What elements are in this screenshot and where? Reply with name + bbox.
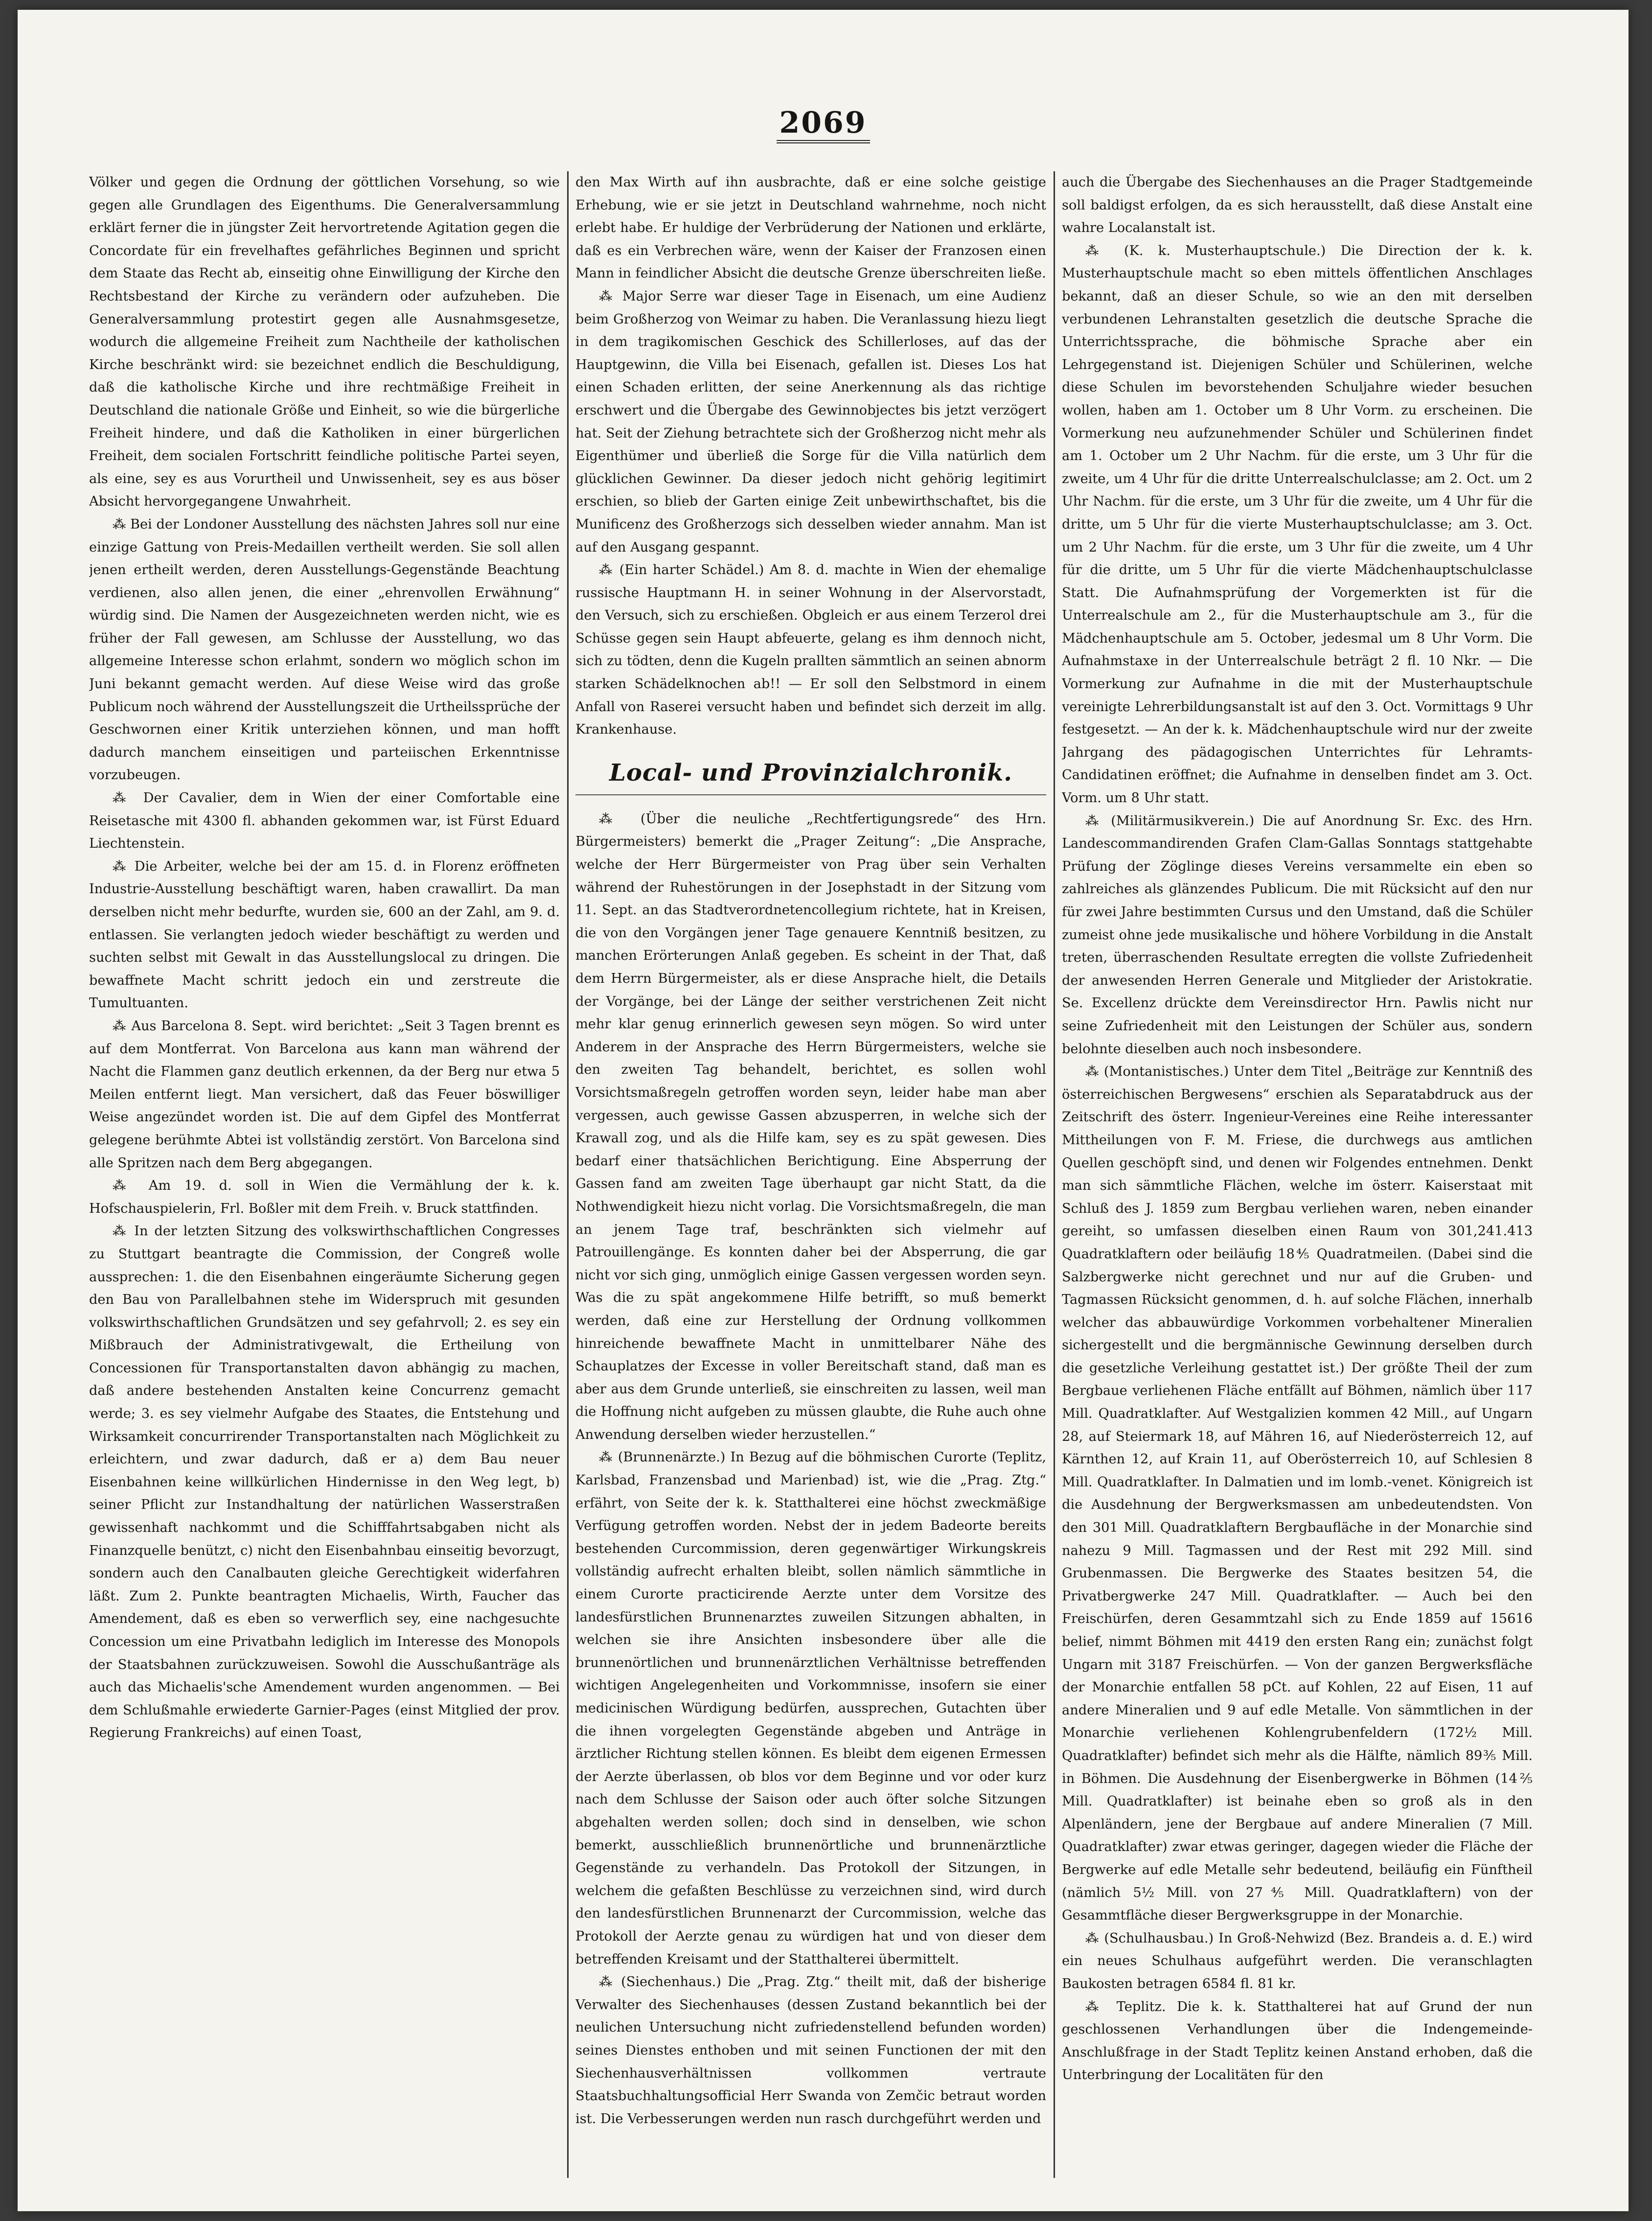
article-paragraph: ⁂ Teplitz. Die k. k. Statthalterei hat auf Grund der nun geschlossenen Verhandlungen über die Indengemeinde-Anschlußfrage in der Stadt Teplitz keinen Anstand erhoben, daß die Unterbringung der Localitäten für den (1062, 1999, 1533, 2083)
column-divider-right (1054, 171, 1055, 2178)
column-left (89, 171, 560, 2188)
page-number: 2069 (18, 106, 1629, 140)
article-paragraph: ⁂ Der Cavalier, dem in Wien der einer Comfortable eine Reisetasche mit 4300 fl. abhanden gekommen war, ist Fürst Eduard Liechtenstein. (89, 790, 560, 852)
article-paragraph: ⁂ In der letzten Sitzung des volkswirthschaftlichen Congresses zu Stuttgart beantragte die Commission, der Congreß wolle aussprechen: 1. die den Eisenbahnen eingeräumte Sicherung gegen den Bau von Parallelbahnen stehe im Widerspruch mit gesunden volkswirthschaftlichen Grundsätzen und sey gefahrvoll; 2. es sey ein Mißbrauch der Administrativgewalt, die Ertheilung von Concessionen für Transportanstalten davon abhängig zu machen, daß andere bestehenden Anstalten keine Concurrenz gemacht werde; 3. es sey vielmehr Aufgabe des Staates, die Entstehung und Wirksamkeit concurrirender Transportanstalten nach Möglichkeit zu erleichtern, und zwar dadurch, daß er a) dem Bau neuer Eisenbahnen keine willkürlichen Hindernisse in den Weg legt, b) seiner Pflicht zur Instandhaltung der natürlichen Wasserstraßen gewissenhaft nachkommt und die Schifffahrtsabgaben nicht als Finanzquelle benützt, c) nicht den Eisenbahnbau einseitig bevorzugt, sondern auch den Canalbauten gleiche Gerechtigkeit widerfahren läßt. Zum 2. Punkte beantragten Michaelis, Wirth, Faucher das Amendement, daß es eben so verwerflich sey, eine nachgesuchte Concession um eine Privatbahn lediglich im Interesse des Monopols der Staatsbahnen zurückzuweisen. Sowohl die Ausschußanträge als auch das Michaelis'sche Amendement wurden angenommen. — Bei dem Schlußmahle erwiederte Garnier-Pages (einst Mitglied der prov. Regierung Frankreichs) auf einen Toast, (89, 1224, 560, 1741)
newspaper-page (18, 10, 1629, 2211)
article-paragraph: ⁂ (Siechenhaus.) Die „Prag. Ztg.“ theilt mit, daß der bisherige Verwalter des Siechenhauses (dessen Zustand bekanntlich bei der neulichen Untersuchung nicht zufriedenstellend befunden worden) seines Dienstes enthoben und mit seinen Functionen der mit den Siechenhausverhältnissen vollkommen vertraute Staatsbuchhaltungsofficial Herr Swanda von Zemčic betraut worden ist. Die Verbesserungen werden nun rasch durchgeführt werden und (575, 1974, 1046, 2127)
article-paragraph: ⁂ (Über die neuliche „Rechtfertigungsrede“ des Hrn. Bürgermeisters) bemerkt die „Prager Zeitung“: „Die Ansprache, welche der Herr Bürgermeister von Prag über sein Verhalten während der Ruhestörungen in der Josephstadt in der Sitzung vom 11. Sept. an das Stadtverordnetencollegium richtete, hat in Kreisen, die von den Vorgängen jener Tage genauere Kenntniß besitzen, zu manchen Erörterungen Anlaß gegeben. Es scheint in der That, daß dem Herrn Bürgermeister, als er diese Ansprache hielt, die Details der Vorgänge, bei der Länge der seither verstrichenen Zeit nicht mehr klar genug erinnerlich gewesen seyn mögen. So wird unter Anderem in der Ansprache des Herrn Bürgermeisters, welche sie den zweiten Tag behandelt, berichtet, es sollen wohl Vorsichtsmaßregeln getroffen worden seyn, leider habe man aber vergessen, auch gewisse Gassen abzusperren, in welche sich der Krawall zog, und als die Hilfe kam, sey es zu spät gewesen. Dies bedarf einer thatsächlichen Berichtigung. Eine Absperrung der Gassen fand am zweiten Tage überhaupt gar nicht Statt, da die Nothwendigkeit hiezu nicht vorlag. Die Vorsichtsmaßregeln, die man an jenem Tage traf, beschränkten sich vielmehr auf Patrouillengänge. Es konnten daher bei der Absperrung, die gar nicht vor sich ging, unmöglich einige Gassen vergessen worden seyn. Was die zu spät angekommene Hilfe betrifft, so muß bemerkt werden, daß eine zur Herstellung der Ordnung vollkommen hinreichende bewaffnete Macht in unmittelbarer Nähe des Schauplatzes der Excesse in voller Bereitschaft stand, daß man es aber aus dem Grunde unterließ, sie einschreiten zu lassen, weil man die Hoffnung nicht aufgeben zu müssen glaubte, die Ruhe auch ohne Anwendung derselben wieder herzustellen.“ (575, 811, 1046, 1442)
column-divider-left (567, 171, 569, 2178)
article-paragraph: ⁂ Major Serre war dieser Tage in Eisenach, um eine Audienz beim Großherzog von Weimar zu haben. Die Veranlassung hiezu liegt in dem tragikomischen Geschick des Schillerloses, auf das der Hauptgewinn, die Villa bei Eisenach, gefallen ist. Dieses Los hat einen Schaden erlitten, der seine Anerkennung als das richtige erschwert und die Übergabe des Gewinnobjectes bis jetzt verzögert hat. Seit der Ziehung betrachtete sich der Großherzog nicht mehr als Eigenthümer und überließ die Sorge für die Villa natürlich dem glücklichen Gewinner. Da dieser jedoch nicht gehörig legitimirt erschien, so blieb der Garten einige Zeit unbewirthschaftet, bis die Munificenz des Großherzogs sich desselben wieder annahm. Man ist auf den Ausgang gespannt. (575, 288, 1046, 555)
article-paragraph: ⁂ Die Arbeiter, welche bei der am 15. d. in Florenz eröffneten Industrie-Ausstellung beschäftigt waren, haben crawallirt. Da man derselben nicht mehr bedurfte, wurden sie, 600 an der Zahl, am 9. d. entlassen. Sie verlangten jedoch wieder beschäftigt zu werden und suchten selbst mit Gewalt in das Ausstellungslocal zu dringen. Die bewaffnete Macht schritt jedoch ein und zerstreute die Tumultuanten. (89, 858, 560, 1011)
article-paragraph: ⁂ (Brunnenärzte.) In Bezug auf die böhmischen Curorte (Teplitz, Karlsbad, Franzensbad und Marienbad) ist, wie die „Prag. Ztg.“ erfährt, von Seite der k. k. Statthalterei eine höchst zweckmäßige Verfügung getroffen worden. Nebst der in jedem Badeorte bereits bestehenden Curcommission, deren gegenwärtiger Wirkungskreis vollständig aufrecht erhalten bleibt, sollen nämlich sämmtliche in einem Curorte practicirende Aerzte unter dem Vorsitze des landesfürstlichen Brunnenarztes zuweilen Sitzungen abhalten, in welchen sie ihre Ansichten insbesondere über alle die brunnenörtlichen und brunnenärztlichen Verhältnisse betreffenden wichtigen Angelegenheiten und Vorkommnisse, insofern sie einer medicinischen Würdigung bedürfen, aussprechen, Gutachten über die ihnen vorgelegten Gegenstände abgeben und Anträge in ärztlicher Richtung stellen können. Es bleibt dem eigenen Ermessen der Aerzte überlassen, ob blos vor dem Beginne und vor oder kurz nach dem Schlusse der Saison oder auch öfter solche Sitzungen abgehalten werden sollen; doch sind in denselben, wie schon bemerkt, ausschließlich brunnenörtliche und brunnenärztliche Gegenstände zu verhandeln. Das Protokoll der Sitzungen, in welchem die gefaßten Beschlüsse zu verzeichnen sind, wird durch den landesfürstlichen Brunnenarzt der Curcommission, welche das Protokoll der Aerzte genau zu würdigen hat und von dieser dem betreffenden Kreisamt und der Statthalterei übermittelt. (575, 1450, 1046, 1967)
column-middle (575, 171, 1046, 2188)
article-paragraph: ⁂ (Montanistisches.) Unter dem Titel „Beiträge zur Kenntniß des österreichischen Bergwesens“ erschien als Separatabdruck aus der Zeitschrift des österr. Ingenieur-Vereines eine Reihe interessanter Mittheilungen von F. M. Friese, die durchwegs aus amtlichen Quellen geschöpft sind, und denen wir Folgendes entnehmen. Denkt man sich sämmtliche Flächen, welche im österr. Kaiserstaat mit Schluß des J. 1859 zum Bergbau verliehen waren, neben einander gereiht, so umfassen dieselben einen Raum von 301,241.413 Quadratklaftern oder beiläufig 18⅘ Quadratmeilen. (Dabei sind die Salzbergwerke nicht gerechnet und nur auf die Gruben- und Tagmassen Rücksicht genommen, d. h. auf solche Flächen, innerhalb welcher das abbauwürdige Vorkommen vorbehaltener Mineralien sichergestellt und die bergmännische Gewinnung derselben durch die gesetzliche Verleihung gestattet ist.) Der größte Theil der zum Bergbaue verliehenen Fläche entfällt auf Böhmen, nämlich über 117 Mill. Quadratklafter. Auf Westgalizien kommen 42 Mill., auf Ungarn 28, auf Steiermark 18, auf Mähren 16, auf Niederösterreich 12, auf Kärnthen 12, auf Krain 11, auf Oberösterreich 10, auf Schlesien 8 Mill. Quadratklafter. In Dalmatien und im lomb.-venet. Königreich ist die Ausdehnung der Bergwerksmassen am unbedeutendsten. Von den 301 Mill. Quadratklaftern Bergbaufläche in der Monarchie sind nahezu 9 Mill. Tagmassen und der Rest mit 292 Mill. sind Grubenmassen. Die Bergwerke des Staates besitzen 54, die Privatbergwerke 247 Mill. Quadratklafter. — Auch bei den Freischürfen, deren Gesammtzahl sich zu Ende 1859 auf 15616 belief, nimmt Böhmen mit 4419 den ersten Rang ein; zunächst folgt Ungarn mit 3187 Freischürfen. — Von der ganzen Bergwerksfläche der Monarchie entfallen 58 pCt. auf Kohlen, 22 auf Eisen, 11 auf andere Mineralien und 9 auf edle Metalle. Von sämmtlichen in der Monarchie verliehenen Kohlengrubenfeldern (172½ Mill. Quadratklafter) befindet sich mehr als die Hälfte, nämlich 89⅗ Mill. in Böhmen. Die Ausdehnung der Eisenbergwerke in Böhmen (14⅖ Mill. Quadratklafter) ist beinahe eben so groß als in den Alpenländern, jene der Bergbaue auf andere Mineralien (7 Mill. Quadratklafter) zwar etwas geringer, dagegen wieder die Fläche der Bergwerke auf edle Metalle sehr bedeutend, beiläufig ein Fünftheil (nämlich 5½ Mill. von 27⅘ Mill. Quadratklaftern) von der Gesammtfläche dieser Bergwerksgruppe in der Monarchie. (1062, 1064, 1533, 1923)
article-paragraph: ⁂ (K. k. Musterhauptschule.) Die Direction der k. k. Musterhauptschule macht so eben mittels öffentlichen Anschlages bekannt, daß an dieser Schule, so wie an den mit derselben verbundenen Lehranstalten gesetzlich die deutsche Sprache die Unterrichtssprache, die böhmische Sprache aber ein Lehrgegenstand ist. Diejenigen Schüler und Schülerinen, welche diese Schulen im bevorstehenden Schuljahre wieder besuchen wollen, haben am 1. October um 8 Uhr Vorm. zu erscheinen. Die Vormerkung neu aufzunehmender Schüler und Schülerinen findet am 1. October um 2 Uhr Nachm. für die erste, um 3 Uhr für die zweite, um 4 Uhr für die dritte Unterrealschulclasse; am 2. Oct. um 2 Uhr Nachm. für die erste, um 3 Uhr für die zweite, um 4 Uhr für die dritte, um 5 Uhr für die vierte Musterhauptschulclasse; am 3. Oct. um 2 Uhr Nachm. für die erste, um 3 Uhr für die zweite, um 4 Uhr für die dritte, um 5 Uhr für die vierte Mädchenhauptschulclasse Statt. Die Aufnahmsprüfung der Vorgemerkten ist für die Unterrealschule am 2., für die Musterhauptschule am 3., für die Mädchenhauptschule am 5. October, jedesmal um 8 Uhr Vorm. Die Aufnahmstaxe in der Unterrealschule beträgt 2 fl. 10 Nkr. — Die Vormerkung zur Aufnahme in die mit der Musterhauptschule vereinigte Lehrerbildungsanstalt ist auf den 3. Oct. Vormittags 9 Uhr festgesetzt. — An der k. k. Mädchenhauptschule wird nur der zweite Jahrgang des pädagogischen Unterrichtes für Lehramts-Candidatinen eröffnet; die Aufnahme in denselben findet am 3. Oct. Vorm. um 8 Uhr statt. (1062, 243, 1533, 806)
article-paragraph: ⁂ (Schulhausbau.) In Groß-Nehwizd (Bez. Brandeis a. d. E.) wird ein neues Schulhaus aufgeführt werden. Die veranschlagten Baukosten betragen 6584 fl. 81 kr. (1062, 1930, 1533, 1991)
article-paragraph: ⁂ Aus Barcelona 8. Sept. wird berichtet: „Seit 3 Tagen brennt es auf dem Montferrat. Von Barcelona aus kann man während der Nacht die Flammen ganz deutlich erkennen, da der Berg nur etwa 5 Meilen entfernt liegt. Man versichert, daß das Feuer böswilliger Weise angezündet worden ist. Die auf dem Gipfel des Montferrat gelegene berühmte Abtei ist vollständig zerstört. Von Barcelona sind alle Spritzen nach dem Berg abgegangen. (89, 1018, 560, 1171)
article-paragraph: den Max Wirth auf ihn ausbrachte, daß er eine solche geistige Erhebung, wie er sie jetzt in Deutschland wahrnehme, noch nicht erlebt habe. Er huldige der Verbrüderung der Nationen und erklärte, daß es ein Verbrechen wäre, wenn der Kaiser der Franzosen einen Mann in feindlicher Absicht die deutsche Grenze überschreiten ließe. (575, 175, 1046, 281)
section-heading: Local- und Provinzialchronik. (575, 754, 1046, 795)
article-paragraph: auch die Übergabe des Siechenhauses an die Prager Stadtgemeinde soll baldigst erfolgen, da es sich herausstellt, daß diese Anstalt eine wahre Localanstalt ist. (1062, 175, 1533, 236)
article-paragraph: ⁂ Am 19. d. soll in Wien die Vermählung der k. k. Hofschauspielerin, Frl. Boßler mit dem Freih. v. Bruck stattfinden. (89, 1178, 560, 1216)
article-paragraph: ⁂ (Ein harter Schädel.) Am 8. d. machte in Wien der ehemalige russische Hauptmann H. in seiner Wohnung in der Alservorstadt, den Versuch, sich zu erschießen. Obgleich er aus einem Terzerol drei Schüsse gegen sein Haupt abfeuerte, gelang es ihm dennoch nicht, sich zu tödten, denn die Kugeln prallten sämmtlich an seinen abnorm starken Schädelknochen ab!! — Er soll den Selbstmord in einem Anfall von Raserei versucht haben und befindet sich derzeit im allg. Krankenhause. (575, 562, 1046, 738)
column-right (1062, 171, 1533, 2188)
article-paragraph: ⁂ (Militärmusikverein.) Die auf Anordnung Sr. Exc. des Hrn. Landescommandirenden Grafen Clam-Gallas Sonntags stattgehabte Prüfung der Zöglinge dieses Vereins versammelte ein eben so zahlreiches als glänzendes Publicum. Die mit Rücksicht auf den nur für zwei Jahre bestimmten Cursus und den Umstand, daß die Schüler zumeist ohne jede musikalische und höhere Vorbildung in die Anstalt treten, überraschenden Resultate erregten die vollste Zufriedenheit der anwesenden Herren Generale und Mitglieder der Aristokratie. Se. Excellenz drückte dem Vereinsdirector Hrn. Pawlis nicht nur seine Zufriedenheit mit den Leistungen der Schüler aus, sondern belohnte dieselben auch noch insbesondere. (1062, 813, 1533, 1057)
article-paragraph: Völker und gegen die Ordnung der göttlichen Vorsehung, so wie gegen alle Grundlagen des Eigenthums. Die Generalversammlung erklärt ferner die in jüngster Zeit hervortretende Agitation gegen die Concordate für ein frevelhaftes gefährliches Beginnen und spricht dem Staate das Recht ab, einseitig ohne Einwilligung der Kirche den Rechtsbestand der Kirche zu verändern oder aufzuheben. Die Generalversammlung protestirt gegen alle Ausnahmsgesetze, wodurch die allgemeine Freiheit zum Nachtheile der katholischen Kirche beschränkt wird: sie bezeichnet endlich die Beschuldigung, daß die katholische Kirche und ihre rechtmäßige Freiheit in Deutschland die nationale Größe und Einheit, so wie die bürgerliche Freiheit hindere, und daß die Katholiken in einer bürgerlichen Freiheit, dem socialen Fortschritt feindliche politische Partei seyen, als eine, sey es aus Vorurtheil und Unwissenheit, sey es aus böser Absicht hervorgegangene Unwahrheit. (89, 175, 560, 509)
article-paragraph: ⁂ Bei der Londoner Ausstellung des nächsten Jahres soll nur eine einzige Gattung von Preis-Medaillen vertheilt werden. Sie soll allen jenen ertheilt werden, deren Ausstellungs-Gegenstände Beachtung verdienen, also allen jenen, die einer „ehrenvollen Erwähnung“ würdig sind. Die Namen der Ausgezeichneten werden nicht, wie es früher der Fall gewesen, am Schlusse der Ausstellung, wo das allgemeine Interesse schon erlahmt, sondern wo möglich schon im Juni bekannt gemacht werden. Auf diese Weise wird das große Publicum noch während der Ausstellungszeit die Urtheilssprüche der Geschwornen einer Kritik unterziehen können, und man hofft dadurch manchem einseitigen und parteiischen Erkenntnisse vorzubeugen. (89, 516, 560, 783)
